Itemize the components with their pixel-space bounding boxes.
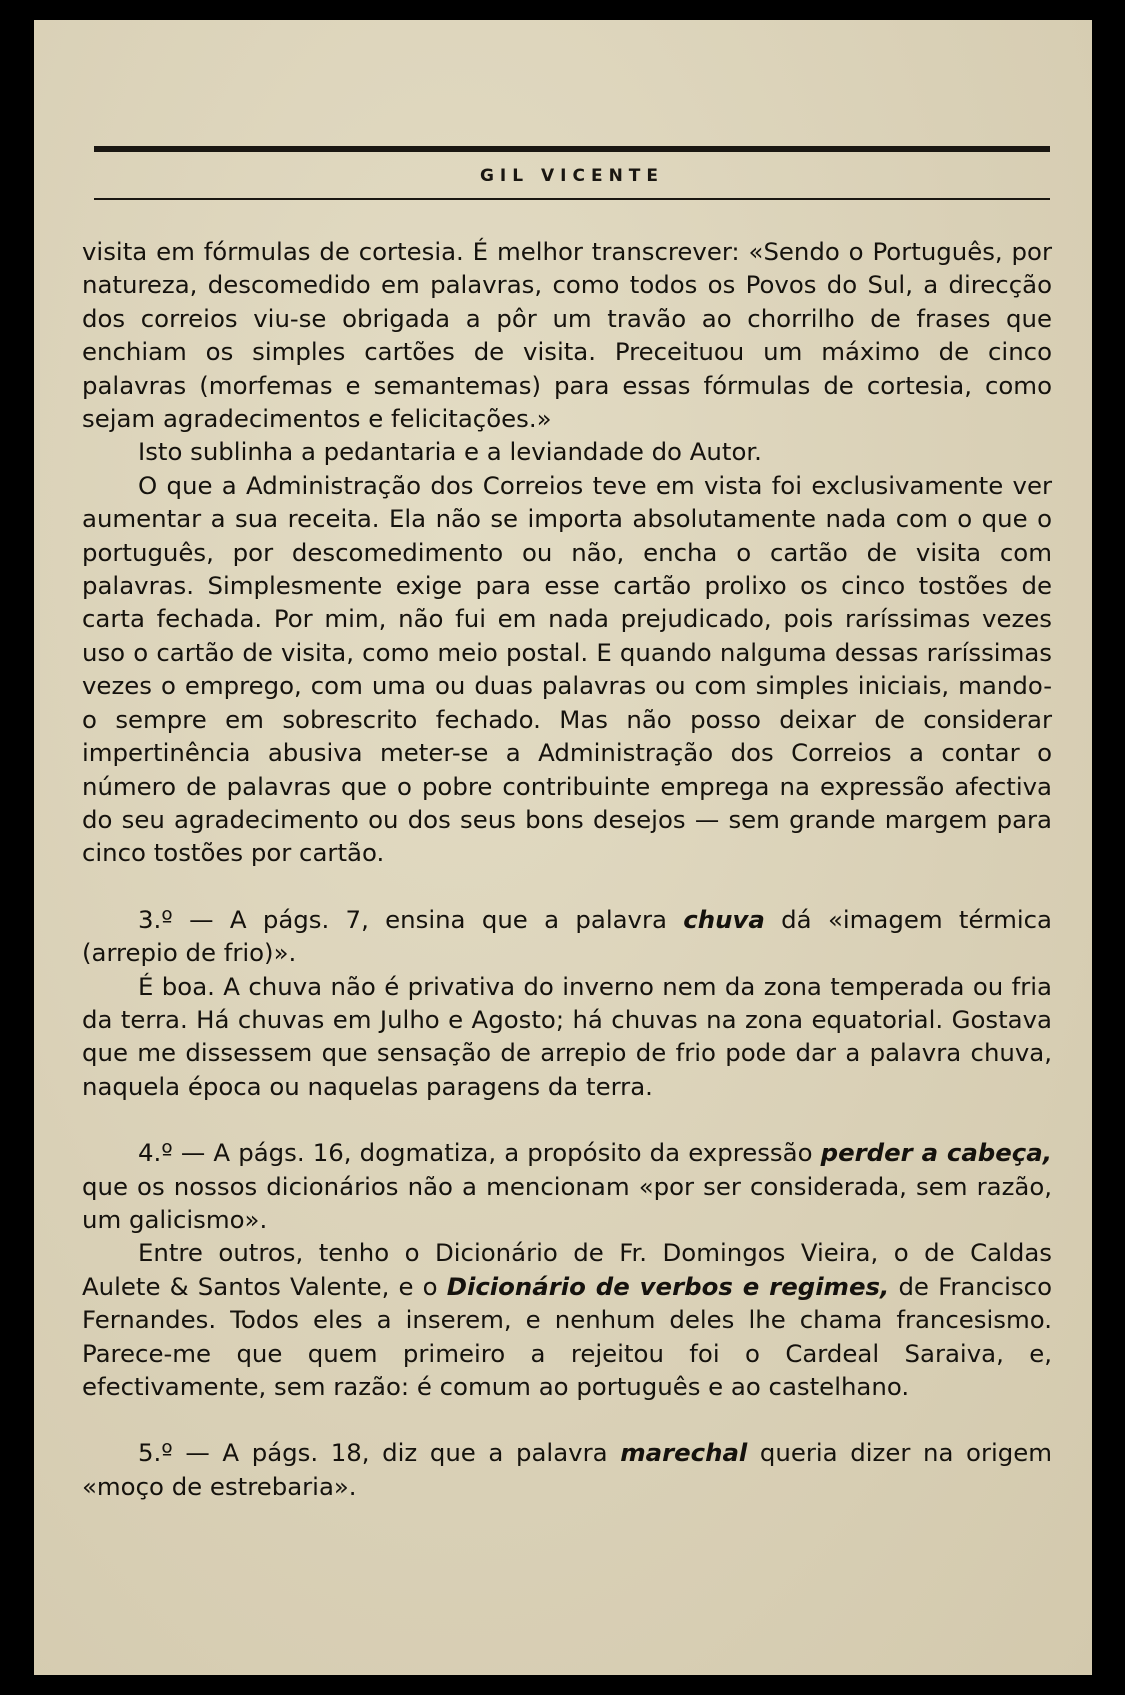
section-3-lead: 3.º — A págs. 7, ensina que a palavra: [138, 904, 684, 934]
paragraph: visita em fórmulas de cortesia. É melhor transcrever: «Sendo o Português, por natureza, descomedido em palavras, como todos os Povos do Sul, a direcção dos correios viu-se obrigada a pôr um travão ao chorrilho de frases que enchiam os simples cartões de visita. Preceituou um máximo de cinco palavras (morfemas e semantemas) para essas fórmulas de cortesia, como sejam agradecimentos e felicitações.»: [82, 237, 1052, 434]
body-text: [82, 235, 1052, 1503]
paragraph: [82, 1236, 1052, 1403]
term-marechal: marechal: [620, 1438, 748, 1468]
section-5: [82, 1436, 1052, 1503]
section-3: [82, 903, 1052, 970]
book-title: Dicionário de verbos e regimes,: [446, 1271, 890, 1301]
paragraph: O que a Administração dos Correios teve em vista foi exclusivamente ver aumentar a sua receita. Ela não se importa absolutamente nada com o que o português, por descomedimento ou não, encha o cartão de visita com palavras. Simplesmente exige para esse cartão prolixo os cinco tostões de carta fechada. Por mim, não fui em nada prejudicado, pois raríssimas vezes uso o cartão de visita, como meio postal. E quando nalguma dessas raríssimas vezes o emprego, com uma ou duas palavras ou com simples iniciais, mando-o sempre em sobrescrito fechado. Mas não posso deixar de considerar impertinência abusiva meter-se a Administração dos Correios a contar o número de palavras que o pobre contribuinte emprega na expressão afectiva do seu agradecimento ou dos seus bons desejos — sem grande margem para cinco tostões por cartão.: [82, 470, 1052, 868]
term-chuva: chuva: [683, 904, 765, 934]
paragraph: Isto sublinha a pedantaria e a leviandade do Autor.: [138, 437, 762, 467]
paragraph-lead: Entre outros, tenho o Dicionário de Fr. Domingos Vieira, o de Caldas Aulete & Santos Valente, e o: [82, 1238, 1052, 1301]
term-perder-a-cabeca: perder a cabeça,: [820, 1138, 1052, 1168]
header-rule-top: [94, 146, 1050, 152]
section-3-rest: dá «imagem térmica (arrepio de frio)».: [82, 904, 1052, 968]
header-rule-bottom: [94, 198, 1050, 200]
paragraph-rest: de Francisco Fernandes. Todos eles a inserem, e nenhum deles lhe chama francesismo. Parece-me que quem primeiro a rejeitou foi o Cardeal Saraiva, e, efectivamente, sem razão: é comum ao português e ao castelhano.: [82, 1271, 1052, 1401]
section-4-lead: 4.º — A págs. 16, dogmatiza, a propósito da expressão: [138, 1138, 821, 1168]
section-5-rest: queria dizer na origem «moço de estrebaria».: [82, 1438, 1052, 1501]
section-4: [82, 1136, 1052, 1236]
book-page: [34, 20, 1092, 1675]
running-head: GIL VICENTE: [479, 166, 665, 186]
page-header: [94, 146, 1050, 226]
section-4-rest: que os nossos dicionários não a mencionam «por ser considerada, sem razão, um galicismo».: [82, 1171, 1052, 1234]
section-5-lead: 5.º — A págs. 18, diz que a palavra: [138, 1438, 621, 1468]
paragraph: É boa. A chuva não é privativa do inverno nem da zona temperada ou fria da terra. Há chuvas em Julho e Agosto; há chuvas na zona equatorial. Gostava que me dissessem que sensação de arrepio de frio pode dar a palavra chuva, naquela época ou naquelas paragens da terra.: [82, 971, 1052, 1101]
